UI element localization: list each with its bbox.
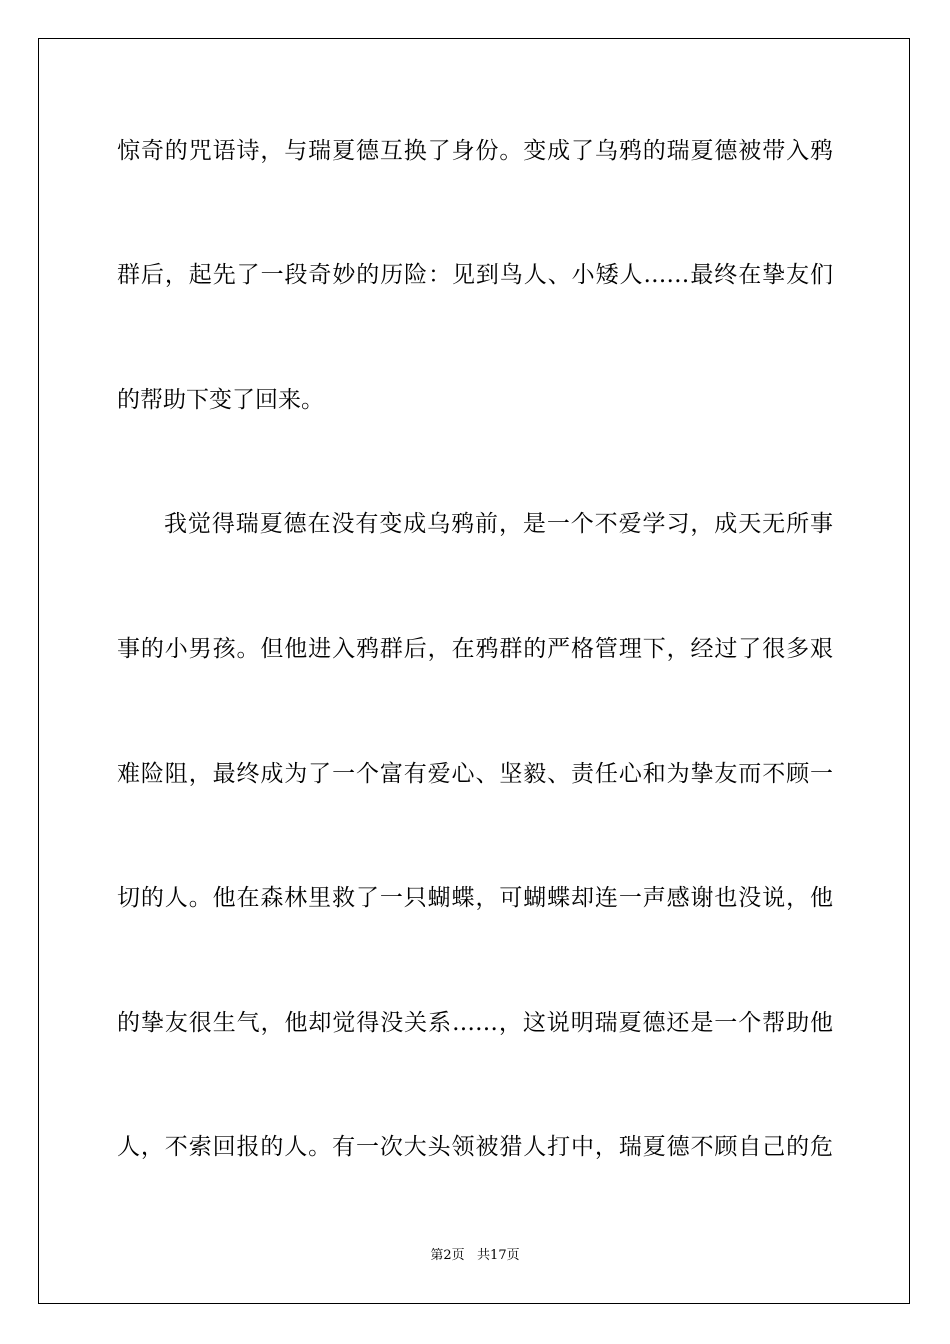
page-number-footer: 第2页 共17页 [430, 1248, 520, 1263]
paragraph-line: 的挚友很生气，他却觉得没关系……，这说明瑞夏德还是一个帮助他 [117, 1010, 833, 1036]
paragraph-line: 群后，起先了一段奇妙的历险：见到鸟人、小矮人……最终在挚友们 [117, 262, 833, 288]
paragraph-line: 切的人。他在森林里救了一只蝴蝶，可蝴蝶却连一声感谢也没说，他 [117, 885, 833, 911]
paragraph-line: 我觉得瑞夏德在没有变成乌鸦前，是一个不爱学习，成天无所事 [164, 511, 833, 537]
paragraph-line: 事的小男孩。但他进入鸦群后，在鸦群的严格管理下，经过了很多艰 [117, 636, 833, 662]
paragraph-line: 难险阻，最终成为了一个富有爱心、坚毅、责任心和为挚友而不顾一 [117, 761, 833, 787]
paragraph-line: 惊奇的咒语诗，与瑞夏德互换了身份。变成了乌鸦的瑞夏德被带入鸦 [117, 138, 833, 164]
page-border [38, 38, 910, 1304]
paragraph-line: 人，不索回报的人。有一次大头领被猎人打中，瑞夏德不顾自己的危 [117, 1134, 833, 1160]
paragraph-line: 的帮助下变了回来。 [117, 387, 324, 413]
